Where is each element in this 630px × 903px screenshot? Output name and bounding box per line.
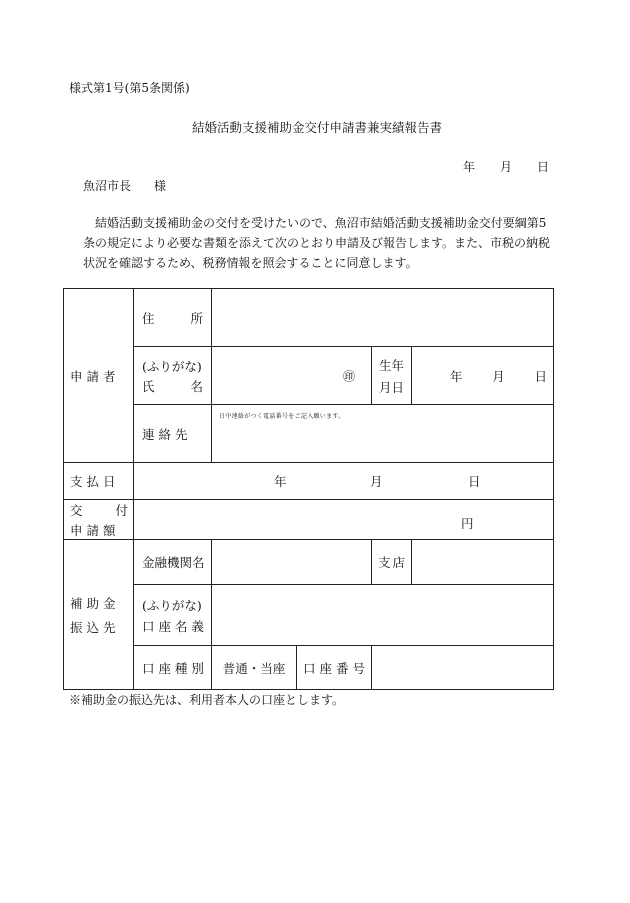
intro-line-3: 状況を確認するため、税務情報を照会することに同意します。 (83, 256, 418, 270)
form-title: 結婚活動支援補助金交付申請書兼実績報告書 (192, 120, 443, 135)
contact-note: 日中連絡がつく電話番号をご記入願います。 (219, 413, 345, 420)
name-input[interactable] (212, 347, 372, 405)
account-number-input[interactable] (372, 646, 554, 690)
contact-label-cell (134, 405, 212, 463)
branch-char-2: 店 (392, 555, 405, 570)
bank-label: 金融機関名 (142, 555, 205, 570)
contact-row (64, 405, 554, 463)
branch-char-1: 支 (378, 555, 391, 570)
footer-note: ※補助金の振込先は、利用者本人の口座とします。 (69, 693, 345, 707)
grant-char-2: 付 (115, 502, 128, 518)
application-table (63, 288, 554, 690)
account-number-label: 口 座 番 号 (303, 660, 365, 676)
account-type-value: 普通・当座 (222, 660, 286, 676)
transfer-label-line-1: 補 助 金 (70, 595, 116, 611)
addressee: 魚沼市長 (83, 179, 132, 193)
address-input[interactable] (212, 289, 554, 347)
name-furigana: (ふりがな) (142, 358, 202, 374)
date-month-label: 月 (500, 160, 513, 174)
grant-amount-row (64, 500, 554, 540)
address-row (64, 289, 554, 347)
birth-label-line-1: 生年 (378, 357, 404, 373)
addressee-honorific: 様 (154, 179, 167, 193)
grant-label-line-2: 申 請 額 (70, 522, 116, 538)
payment-date-label-cell (64, 463, 134, 500)
seal-mark: ㊞ (342, 369, 355, 383)
bank-row (64, 540, 554, 585)
birth-label-line-2: 月日 (378, 379, 404, 395)
grant-amount-input[interactable] (134, 500, 554, 540)
payment-date-input[interactable] (134, 463, 554, 500)
address-label-cell (134, 289, 212, 347)
date-day-label: 日 (537, 160, 550, 174)
account-name-input[interactable] (212, 585, 554, 646)
account-type-options[interactable] (212, 646, 297, 690)
birth-month-label: 月 (492, 368, 505, 384)
payment-date-label: 支 払 日 (70, 474, 116, 489)
account-type-label-cell (134, 646, 212, 690)
birth-day-label: 日 (534, 368, 547, 384)
birth-year-label: 年 (450, 368, 463, 384)
name-label-cell (134, 347, 212, 405)
applicant-label: 申 請 者 (70, 368, 116, 384)
grant-char-1: 交 (70, 502, 83, 518)
birth-date-input[interactable] (412, 347, 554, 405)
payment-day-label: 日 (468, 474, 481, 489)
name-char-1: 氏 (142, 378, 155, 394)
bank-label-cell (134, 540, 212, 585)
form-number: 様式第1号(第5条関係) (69, 81, 190, 95)
contact-label: 連 絡 先 (142, 426, 188, 442)
account-number-label-cell (297, 646, 372, 690)
payment-month-label: 月 (370, 474, 383, 489)
payment-year-label: 年 (274, 474, 287, 489)
address-char-1: 住 (142, 310, 155, 326)
name-row (64, 347, 554, 405)
account-name-label-cell (134, 585, 212, 646)
birth-label-cell (372, 347, 412, 405)
address-char-2: 所 (190, 310, 203, 326)
account-name-label: 口 座 名 義 (142, 618, 204, 634)
contact-input[interactable] (212, 405, 554, 463)
transfer-label-line-2: 振 込 先 (70, 619, 116, 635)
account-type-label: 口 座 種 別 (142, 660, 204, 676)
intro-line-1: 結婚活動支援補助金の交付を受けたいので、魚沼市結婚活動支援補助金交付要綱第5 (95, 216, 547, 230)
account-name-row (64, 585, 554, 646)
branch-input[interactable] (412, 540, 554, 585)
name-char-2: 名 (190, 378, 203, 394)
payment-date-row (64, 463, 554, 500)
intro-line-2: 条の規定により必要な書類を添えて次のとおり申請及び報告します。また、市税の納税 (83, 236, 551, 250)
date-year-label: 年 (463, 160, 476, 174)
bank-input[interactable] (212, 540, 372, 585)
account-type-row (64, 646, 554, 690)
applicant-label-cell (64, 289, 134, 463)
branch-label-cell (372, 540, 412, 585)
account-furigana: (ふりがな) (142, 597, 202, 613)
yen-label: 円 (461, 516, 474, 531)
transfer-label-cell (64, 540, 134, 690)
grant-amount-label-cell (64, 500, 134, 540)
